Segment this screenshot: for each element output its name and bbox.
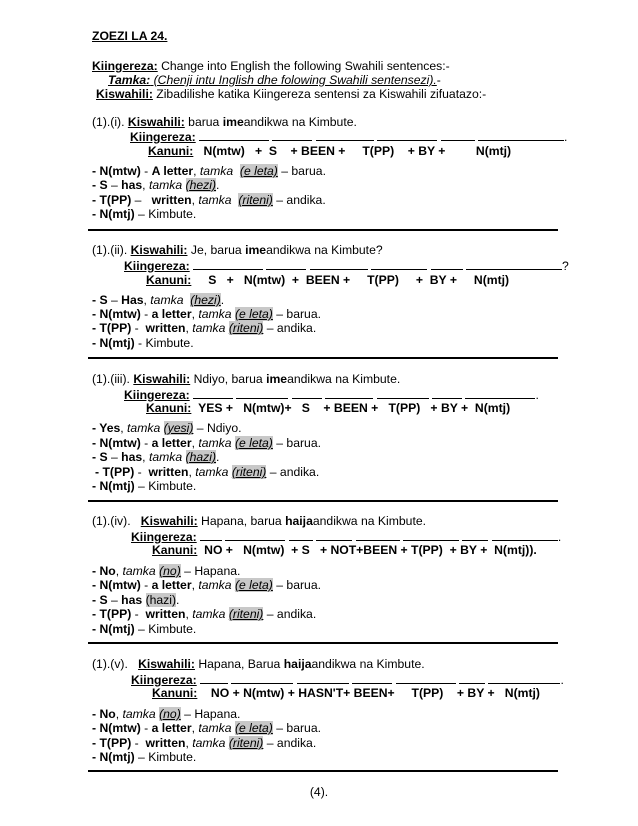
section-4-term-5: - N(mtj) – Kimbute. bbox=[92, 622, 197, 636]
section-2-term-4: - N(mtj) - Kimbute. bbox=[92, 336, 194, 350]
section-divider bbox=[88, 642, 558, 644]
instruction-tamka bbox=[108, 73, 441, 88]
page-title: ZOEZI LA 24. bbox=[92, 29, 168, 43]
section-divider bbox=[88, 770, 558, 772]
section-5-answer-line: Kiingereza: . bbox=[131, 673, 564, 687]
section-3-formula: Kanuni: YES + N(mtw)+ S + BEEN + T(PP) + BY + N(mtj) bbox=[146, 401, 511, 415]
section-2-term-3: - T(PP) - written, tamka (riteni) – andika. bbox=[92, 321, 317, 335]
section-3-term-2: - N(mtw) - a letter, tamka (e leta) – barua. bbox=[92, 436, 321, 450]
section-3-answer-line: Kiingereza: . bbox=[124, 388, 539, 402]
section-3-term-3: - S – has, tamka (hazi). bbox=[92, 450, 220, 464]
instruction-english-label: Kiingereza: bbox=[92, 59, 158, 73]
section-2-term-1: - S – Has, tamka (hezi). bbox=[92, 293, 225, 307]
section-5-term-3: - T(PP) - written, tamka (riteni) – andika. bbox=[92, 736, 317, 750]
section-3-term-5: - N(mtj) – Kimbute. bbox=[92, 479, 197, 493]
section-4-term-1: - No, tamka (no) – Hapana. bbox=[92, 564, 241, 578]
section-4-term-4: - T(PP) - written, tamka (riteni) – andika. bbox=[92, 607, 317, 621]
section-3-term-1: - Yes, tamka (yesi) – Ndiyo. bbox=[92, 421, 242, 435]
section-4-answer-line: Kiingereza: . bbox=[131, 530, 562, 544]
section-4-sentence: (1).(iv). Kiswahili: Hapana, barua haijaandikwa na Kimbute. bbox=[92, 514, 426, 528]
section-divider bbox=[88, 229, 558, 231]
section-4-term-2: - N(mtw) - a letter, tamka (e leta) – barua. bbox=[92, 578, 321, 592]
instruction-tamka-text: (Chenji intu Inglish dhe folowing Swahili sentensezi). bbox=[150, 73, 437, 87]
section-3-term-4: - T(PP) - written, tamka (riteni) – andika. bbox=[95, 465, 320, 479]
section-1-sentence: (1).(i). Kiswahili: barua imeandikwa na Kimbute. bbox=[92, 115, 357, 129]
section-2-answer-line: Kiingereza: ? bbox=[124, 259, 569, 273]
section-5-term-2: - N(mtw) - a letter, tamka (e leta) – barua. bbox=[92, 721, 321, 735]
instruction-tamka-label: Tamka: bbox=[108, 73, 151, 87]
page-number: (4). bbox=[309, 785, 329, 799]
instruction-english bbox=[92, 59, 450, 74]
section-3-sentence: (1).(iii). Kiswahili: Ndiyo, barua imeandikwa na Kimbute. bbox=[92, 372, 401, 386]
section-4-term-3: - S – has (hazi). bbox=[92, 593, 180, 607]
section-divider bbox=[88, 357, 558, 359]
instruction-swahili bbox=[96, 87, 486, 102]
instruction-swahili-text: Zibadilishe katika Kiingereza sentensi za Kiswahili zifuatazo:- bbox=[152, 87, 487, 101]
section-1-term-1: - N(mtw) - A letter, tamka (e leta) – barua. bbox=[92, 164, 326, 178]
instruction-english-text: Change into English the following Swahili sentences:- bbox=[157, 59, 450, 73]
section-divider bbox=[88, 500, 558, 502]
instruction-tamka-tail: - bbox=[436, 73, 441, 87]
section-1-term-2: - S – has, tamka (hezi). bbox=[92, 178, 220, 192]
section-2-sentence: (1).(ii). Kiswahili: Je, barua imeandikwa na Kimbute? bbox=[92, 243, 383, 257]
section-1-term-4: - N(mtj) – Kimbute. bbox=[92, 207, 197, 221]
section-2-term-2: - N(mtw) - a letter, tamka (e leta) – barua. bbox=[92, 307, 321, 321]
instruction-swahili-label: Kiswahili: bbox=[96, 87, 153, 101]
section-1-formula: Kanuni: N(mtw) + S + BEEN + T(PP) + BY + N(mtj) bbox=[148, 144, 512, 158]
section-5-sentence: (1).(v). Kiswahili: Hapana, Barua haijaandikwa na Kimbute. bbox=[92, 657, 425, 671]
section-2-formula: Kanuni: S + N(mtw) + BEEN + T(PP) + BY + N(mtj) bbox=[146, 273, 510, 287]
section-4-formula: Kanuni: NO + N(mtw) + S + NOT+BEEN + T(PP) + BY + N(mtj)). bbox=[152, 543, 537, 557]
section-1-term-3: - T(PP) – written, tamka (riteni) – andika. bbox=[92, 193, 326, 207]
section-5-formula: Kanuni: NO + N(mtw) + HASN'T+ BEEN+ T(PP) + BY + N(mtj) bbox=[152, 686, 540, 700]
section-5-term-1: - No, tamka (no) – Hapana. bbox=[92, 707, 241, 721]
section-1-answer-line: Kiingereza: . bbox=[130, 130, 568, 144]
section-5-term-4: - N(mtj) – Kimbute. bbox=[92, 750, 197, 764]
